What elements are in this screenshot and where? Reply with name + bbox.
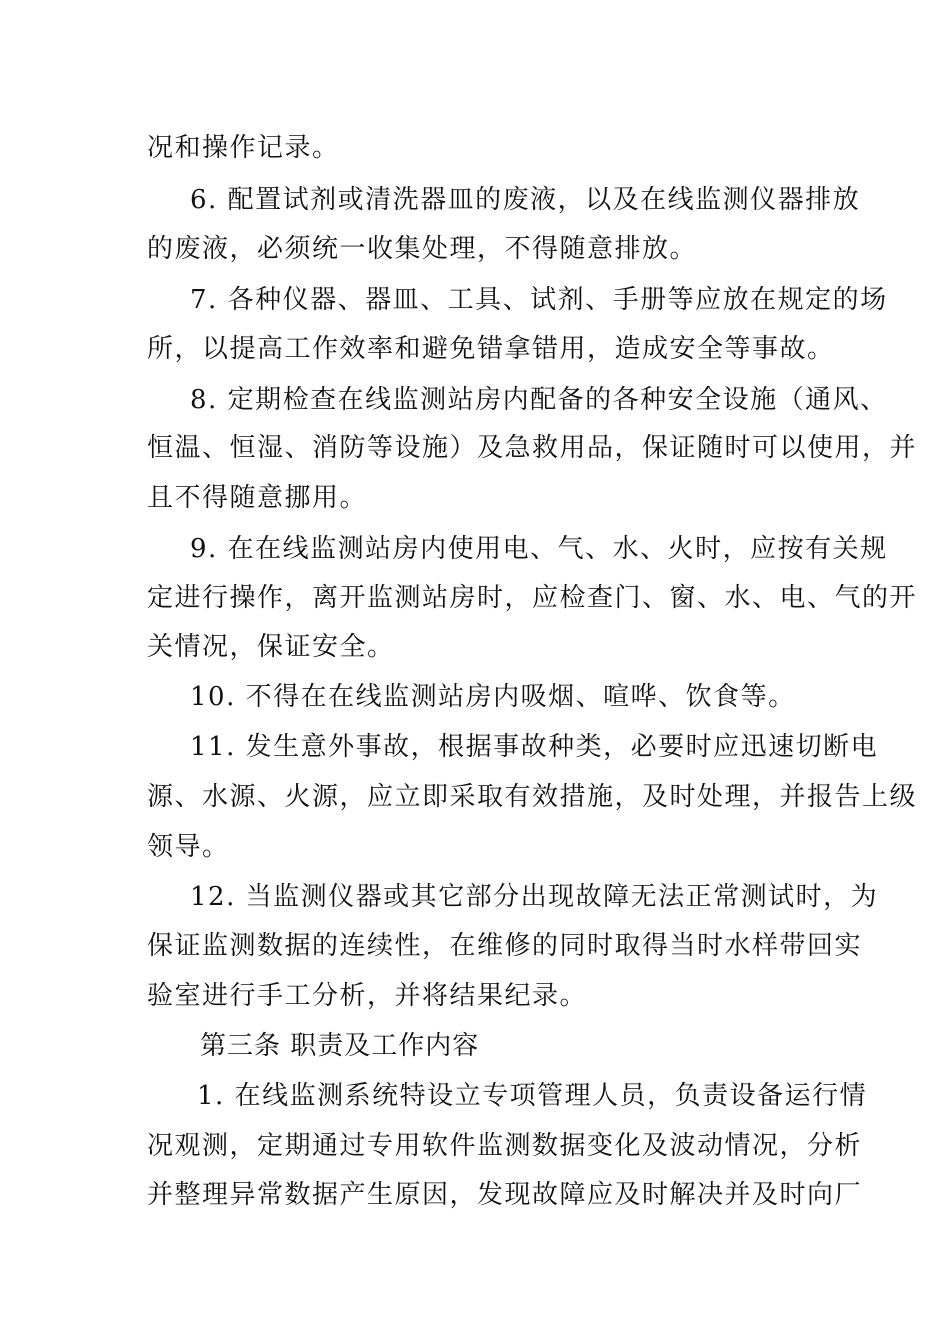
paragraph-line: 1. 在线监测系统特设立专项管理人员，负责设备运行情 (197, 1081, 868, 1111)
paragraph-line: 定进行操作，离开监测站房时，应检查门、窗、水、电、气的开 (147, 583, 918, 613)
paragraph-line: 况和操作记录。 (147, 133, 340, 163)
paragraph-line: 12. 当监测仪器或其它部分出现故障无法正常测试时，为 (190, 882, 879, 912)
paragraph-line: 8. 定期检查在线监测站房内配备的各种安全设施（通风、 (190, 385, 888, 415)
paragraph-line: 况观测，定期通过专用软件监测数据变化及波动情况，分析 (147, 1131, 863, 1161)
paragraph-line: 11. 发生意外事故，根据事故种类，必要时应迅速切断电 (190, 732, 879, 762)
paragraph-line: 保证监测数据的连续性，在维修的同时取得当时水样带回实 (147, 931, 863, 961)
paragraph-line: 验室进行手工分析，并将结果纪录。 (147, 981, 588, 1011)
paragraph-line: 且不得随意挪用。 (147, 483, 368, 513)
paragraph-line: 10. 不得在在线监测站房内吸烟、喧哗、饮食等。 (190, 682, 796, 712)
paragraph-line: 9. 在在线监测站房内使用电、气、水、火时，应按有关规 (190, 534, 888, 564)
paragraph-line: 并整理异常数据产生原因，发现故障应及时解决并及时向厂 (147, 1180, 863, 1210)
paragraph-line: 所，以提高工作效率和避免错拿错用，造成安全等事故。 (147, 334, 835, 364)
paragraph-line: 领导。 (147, 832, 230, 862)
paragraph-line: 源、水源、火源，应立即采取有效措施，及时处理，并报告上级 (147, 782, 918, 812)
paragraph-line: 7. 各种仪器、器皿、工具、试剂、手册等应放在规定的场 (190, 285, 888, 315)
paragraph-line: 关情况，保证安全。 (147, 632, 395, 662)
paragraph-line: 6. 配置试剂或清洗器皿的废液，以及在线监测仪器排放 (190, 185, 861, 215)
section-heading: 第三条 职责及工作内容 (200, 1031, 480, 1061)
paragraph-line: 的废液，必须统一收集处理，不得随意排放。 (147, 234, 698, 264)
paragraph-line: 恒温、恒湿、消防等设施）及急救用品，保证随时可以使用，并 (147, 433, 918, 463)
